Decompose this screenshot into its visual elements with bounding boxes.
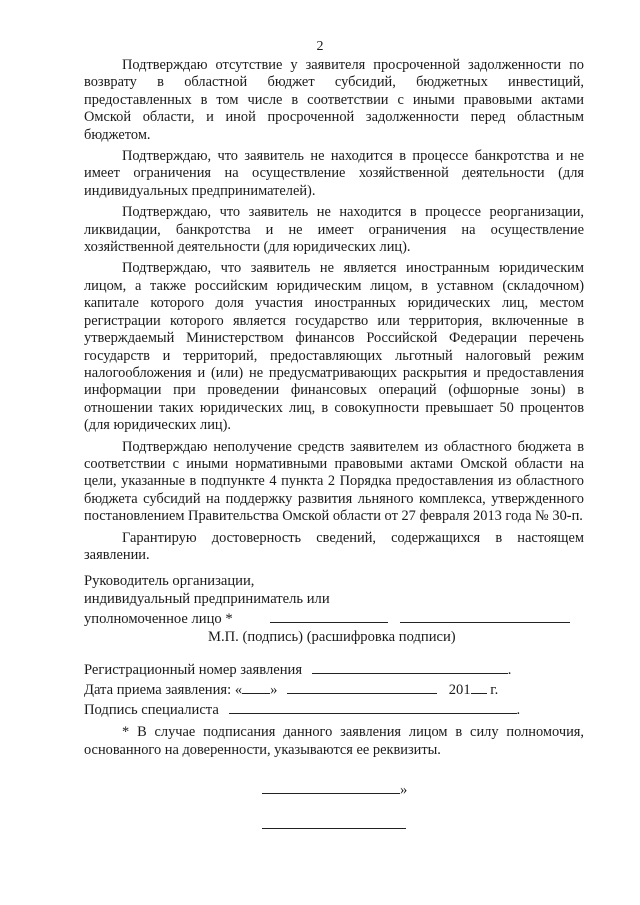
- paragraph-not-foreign: Подтверждаю, что заявитель не является иностранным юридическим лицом, а также российским юридическим лицом, в уставном (складочном) капитале которого доля участия иностранных юридических лиц, местом регистрации которого является государство или территория, включенные в утверждаемый Министерством финансов Российской Федерации перечень государств и территорий, предоставляющих льготный налоговый режим налогообложения и (или) не предусматривающих раскрытия и предоставления информации при проведении финансовых операций (офшорные зоны) в отношении таких юридических лиц, в совокупности превышает 50 процентов (для юридических лиц).: [84, 260, 584, 434]
- specialist-signature-row: [84, 699, 604, 719]
- page-number: 2: [316, 39, 324, 54]
- registration-date-quote: »: [270, 682, 278, 698]
- registration-number-row: [84, 659, 604, 679]
- registration-month-field[interactable]: [287, 679, 437, 694]
- registration-year-suffix: г.: [486, 682, 499, 698]
- registration-year-field[interactable]: [471, 679, 487, 694]
- specialist-signature-period: .: [516, 702, 521, 718]
- registration-date-row: [84, 679, 604, 699]
- signature-caption: М.П. (подпись) (расшифровка подписи): [208, 629, 456, 645]
- signature-transcript-field[interactable]: [400, 608, 570, 623]
- signature-block: [84, 572, 584, 628]
- registration-number-field[interactable]: [312, 659, 508, 674]
- registration-date-label: Дата приема заявления: «: [84, 682, 243, 698]
- tail-field-1[interactable]: [262, 779, 400, 794]
- paragraph-no-other-funds: Подтверждаю неполучение средств заявителем из областного бюджета в соответствии с иными нормативными правовыми актами Омской области на цели, указанные в подпункте 4 пункта 2 Порядка предоставления из областного бюджета субсидий на поддержку развития льняного комплекса, утвержденного постановлением Правительства Омской области от 27 февраля 2013 года № 30-п.: [84, 438, 584, 525]
- signer-line-3: [84, 608, 584, 628]
- registration-block: [84, 659, 604, 719]
- specialist-signature-label: Подпись специалиста: [84, 702, 219, 718]
- signer-line-1: Руководитель организации,: [84, 573, 255, 589]
- tail-line-1: [262, 779, 407, 799]
- registration-number-label: Регистрационный номер заявления: [84, 662, 303, 678]
- registration-day-field[interactable]: [242, 679, 270, 694]
- registration-year-prefix: 201: [448, 682, 471, 698]
- statement-body: [84, 57, 584, 568]
- registration-number-period: .: [507, 662, 512, 678]
- signature-field[interactable]: [270, 608, 388, 623]
- footnote: * В случае подписания данного заявления лицом в силу полномочия, основанного на доверенности, указываются ее реквизиты.: [84, 724, 584, 758]
- paragraph-no-bankruptcy-ip: Подтверждаю, что заявитель не находится в процессе банкротства и не имеет ограничения на осуществление хозяйственной деятельности (для индивидуальных предпринимателей).: [84, 148, 584, 199]
- signer-line-2: индивидуальный предприниматель или: [84, 591, 330, 607]
- tail-field-2[interactable]: [262, 827, 406, 829]
- paragraph-guarantee: Гарантирую достоверность сведений, содержащихся в настоящем заявлении.: [84, 529, 584, 563]
- specialist-signature-field[interactable]: [229, 699, 517, 714]
- signer-line-3-label: уполномоченное лицо *: [84, 611, 233, 627]
- paragraph-no-debt: Подтверждаю отсутствие у заявителя просроченной задолженности по возврату в областной бюджет субсидий, бюджетных инвестиций, предоставленных в том числе в соответствии с иными правовыми актами Омской области, и иной просроченной задолженности перед областным бюджетом.: [84, 57, 584, 143]
- tail-quote: »: [400, 782, 408, 798]
- paragraph-no-reorganization: Подтверждаю, что заявитель не находится в процессе реорганизации, ликвидации, банкротства и не имеет ограничения на осуществление хозяйственной деятельности (для юридических лиц).: [84, 204, 584, 256]
